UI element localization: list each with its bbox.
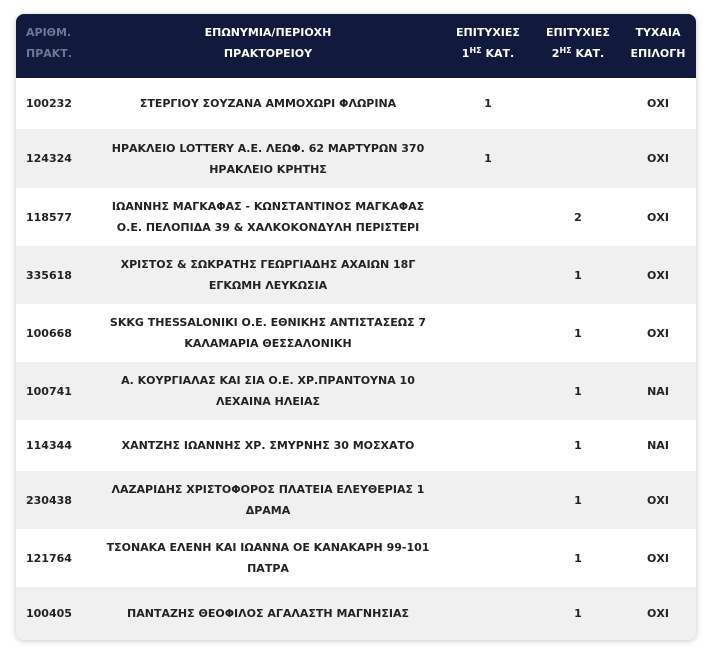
agency-number: 100741 — [26, 384, 72, 398]
header-random-pick — [620, 22, 696, 64]
header-random-pick-line1: ΤΥΧΑΙΑ — [635, 26, 681, 39]
header-agency-number-line2: ΠΡΑΚΤ. — [26, 47, 72, 60]
second-category-wins: 1 — [574, 326, 582, 340]
header-agency-number-line1: ΑΡΙΘΜ. — [26, 26, 72, 39]
header-first-category-wins — [448, 22, 528, 64]
header-agency-name-line2: ΠΡΑΚΤΟΡΕΙΟΥ — [223, 47, 313, 60]
header-first-category-suffix: ΚΑΤ. — [481, 47, 515, 60]
random-pick: ΟΧΙ — [647, 551, 669, 565]
agency-name-text: ΠΑΝΤΑΖΗΣ ΘΕΟΦΙΛΟΣ ΑΓΑΛΑΣΤΗ ΜΑΓΝΗΣΙΑΣ — [127, 607, 409, 620]
agency-name-location — [96, 587, 440, 640]
first-category-wins — [448, 362, 528, 420]
second-category-wins: 2 — [574, 210, 582, 224]
agency-number: 118577 — [26, 210, 72, 224]
agency-name-text: ΧΡΙΣΤΟΣ & ΣΩΚΡΑΤΗΣ ΓΕΩΡΓΙΑΔΗΣ ΑΧΑΙΩΝ 18Γ ΕΓΚΩΜΗ ΛΕΥΚΩΣΙΑ — [120, 258, 416, 292]
header-first-category-superscript: ΗΣ — [469, 46, 482, 55]
random-pick: ΟΧΙ — [647, 607, 669, 620]
first-category-wins: 1 — [484, 152, 492, 165]
header-second-category-suffix: ΚΑΤ. — [571, 47, 605, 60]
agency-name-text: ΣΤΕΡΓΙΟΥ ΣΟΥΖΑΝΑ ΑΜΜΟΧΩΡΙ ΦΛΩΡΙΝΑ — [139, 97, 397, 110]
header-first-category-number: 1 — [461, 47, 470, 60]
table-row — [16, 362, 696, 420]
second-category-wins: 1 — [574, 384, 582, 398]
agency-number: 230438 — [26, 493, 72, 507]
random-pick: ΟΧΙ — [647, 268, 669, 282]
first-category-wins — [448, 471, 528, 529]
agency-number: 114344 — [26, 439, 72, 452]
agency-number: 100405 — [26, 607, 72, 620]
agency-name-location — [96, 246, 440, 304]
agency-number: 121764 — [26, 551, 72, 565]
table-row — [16, 188, 696, 246]
agency-name-location — [96, 129, 440, 188]
random-pick: ΟΧΙ — [647, 97, 669, 110]
random-pick: ΝΑΙ — [647, 439, 669, 452]
header-second-category-wins — [538, 22, 618, 64]
agency-name-text: Α. ΚΟΥΡΓΙΑΛΑΣ ΚΑΙ ΣΙΑ Ο.Ε. ΧΡ.ΠΡΑΝΤΟΥΝΑ 10 ΛΕΧΑΙΝΑ ΗΛΕΙΑΣ — [121, 374, 415, 408]
agency-name-location — [96, 362, 440, 420]
second-category-wins — [538, 78, 618, 129]
first-category-wins — [448, 188, 528, 246]
table-row — [16, 129, 696, 188]
random-pick: ΝΑΙ — [647, 384, 669, 398]
header-agency-number — [26, 22, 70, 64]
random-pick: ΟΧΙ — [647, 326, 669, 340]
agency-number: 100232 — [26, 97, 72, 110]
header-second-category-line1: ΕΠΙΤΥΧΙΕΣ — [546, 26, 610, 39]
agency-number: 100668 — [26, 326, 72, 340]
table-header — [16, 14, 696, 78]
winning-agencies-table — [16, 14, 696, 640]
table-row — [16, 471, 696, 529]
agency-name-location — [96, 420, 440, 471]
agency-number: 335618 — [26, 268, 72, 282]
agency-number: 124324 — [26, 152, 72, 165]
table-row — [16, 420, 696, 471]
agency-name-location — [96, 188, 440, 246]
header-random-pick-line2: ΕΠΙΛΟΓΗ — [630, 47, 686, 60]
agency-name-location — [96, 304, 440, 362]
agency-name-text: ΙΩΑΝΝΗΣ ΜΑΓΚΑΦΑΣ - ΚΩΝΣΤΑΝΤΙΝΟΣ ΜΑΓΚΑΦΑΣ Ο.Ε. ΠΕΛΟΠΙΔΑ 39 & ΧΑΛΚΟΚΟΝΔΥΛΗ ΠΕΡΙΣΤΕΡΙ — [111, 200, 425, 234]
first-category-wins — [448, 587, 528, 640]
first-category-wins — [448, 304, 528, 362]
agency-name-text: SKKG THESSALONIKI Ο.Ε. ΕΘΝΙΚΗΣ ΑΝΤΙΣΤΑΣΕΩΣ 7 ΚΑΛΑΜΑΡΙΑ ΘΕΣΣΑΛΟΝΙΚΗ — [109, 316, 427, 350]
first-category-wins — [448, 529, 528, 587]
first-category-wins — [448, 420, 528, 471]
second-category-wins: 1 — [574, 607, 582, 620]
table-row — [16, 246, 696, 304]
header-first-category-line1: ΕΠΙΤΥΧΙΕΣ — [456, 26, 520, 39]
agency-name-location — [96, 78, 440, 129]
header-agency-name — [96, 22, 440, 64]
header-second-category-number: 2 — [551, 47, 560, 60]
random-pick: ΟΧΙ — [647, 493, 669, 507]
header-second-category-superscript: ΗΣ — [559, 46, 572, 55]
header-first-category-line2 — [448, 43, 528, 64]
agency-name-text: ΛΑΖΑΡΙΔΗΣ ΧΡΙΣΤΟΦΟΡΟΣ ΠΛΑΤΕΙΑ ΕΛΕΥΘΕΡΙΑΣ 1 ΔΡΑΜΑ — [111, 483, 425, 517]
second-category-wins — [538, 129, 618, 188]
agency-name-text: ΧΑΝΤΖΗΣ ΙΩΑΝΝΗΣ ΧΡ. ΣΜΥΡΝΗΣ 30 ΜΟΣΧΑΤΟ — [121, 439, 415, 452]
random-pick: ΟΧΙ — [647, 210, 669, 224]
agency-name-location — [96, 529, 440, 587]
agency-name-location — [96, 471, 440, 529]
second-category-wins: 1 — [574, 268, 582, 282]
second-category-wins: 1 — [574, 551, 582, 565]
header-second-category-line2 — [538, 43, 618, 64]
header-agency-name-line1: ΕΠΩΝΥΜΙΑ/ΠΕΡΙΟΧΗ — [204, 26, 332, 39]
first-category-wins: 1 — [484, 97, 492, 110]
table-row — [16, 78, 696, 129]
table-row — [16, 529, 696, 587]
second-category-wins: 1 — [574, 439, 582, 452]
table-row — [16, 304, 696, 362]
second-category-wins: 1 — [574, 493, 582, 507]
agency-name-text: ΗΡΑΚΛΕΙΟ LOTTERY Α.Ε. ΛΕΩΦ. 62 ΜΑΡΤΥΡΩΝ 370 ΗΡΑΚΛΕΙΟ ΚΡΗΤΗΣ — [111, 141, 425, 176]
random-pick: ΟΧΙ — [647, 152, 669, 165]
first-category-wins — [448, 246, 528, 304]
agency-name-text: ΤΣΟΝΑΚΑ ΕΛΕΝΗ ΚΑΙ ΙΩΑΝΝΑ ΟΕ ΚΑΝΑΚΑΡΗ 99-101 ΠΑΤΡΑ — [106, 541, 430, 575]
table-row — [16, 587, 696, 640]
